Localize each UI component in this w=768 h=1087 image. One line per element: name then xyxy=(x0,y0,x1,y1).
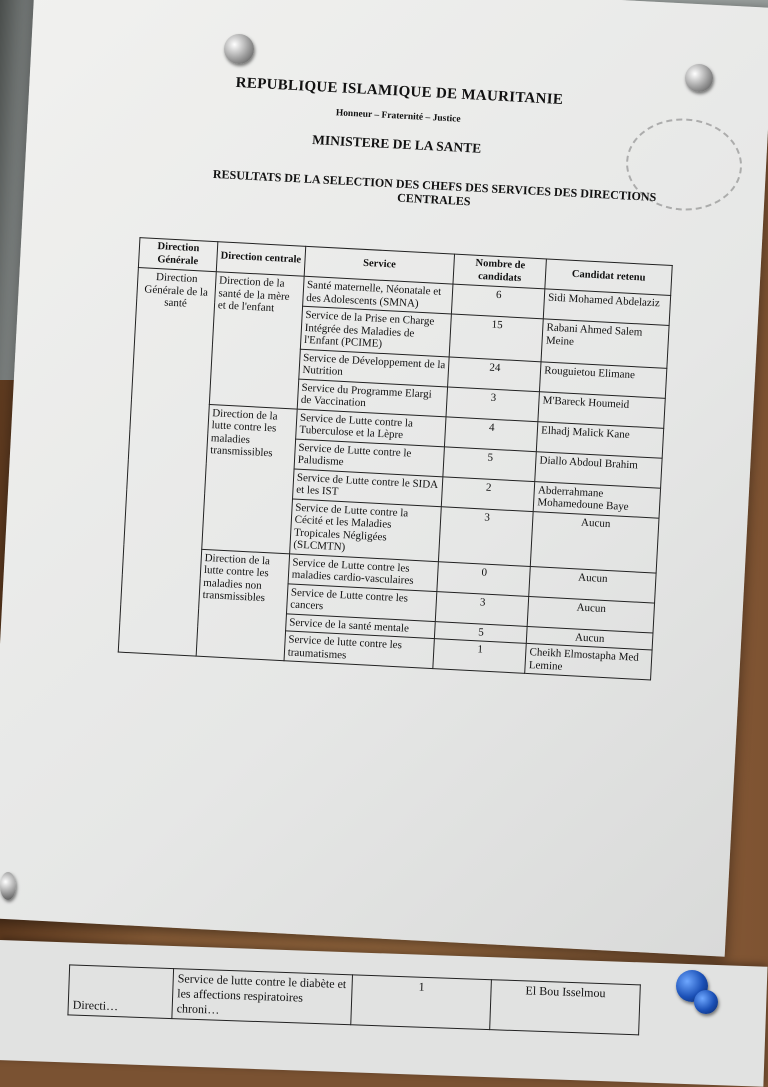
retained-candidate-cell: Cheikh Elmostapha Med Lemine xyxy=(525,643,652,680)
candidate-count-cell: 1 xyxy=(351,975,492,1030)
document-title: RESULTATS DE LA SELECTION DES CHEFS DES SERVICES DES DIRECTIONS CENTRALES xyxy=(212,166,657,209)
candidate-count-cell: 6 xyxy=(452,284,545,319)
candidate-count-cell: 15 xyxy=(450,314,544,361)
retained-candidate-cell: Sidi Mohamed Abdelaziz xyxy=(543,289,670,326)
candidate-count-cell: 3 xyxy=(439,506,534,566)
direction-centrale-cell: Direction de la santé de la mère et de l'enfant xyxy=(209,272,304,409)
direction-centrale-cell: Directi… xyxy=(68,965,174,1019)
service-cell: Santé maternelle, Néonatale et des Adolescents (SMNA) xyxy=(302,276,453,314)
table-row xyxy=(68,965,640,1035)
second-page-table xyxy=(67,964,640,1035)
blue-pushpin xyxy=(694,990,718,1014)
service-cell: Service de Lutte contre les maladies cardio-vasculaires xyxy=(288,553,439,591)
pushpin xyxy=(685,64,713,92)
retained-candidate-cell: Diallo Abdoul Brahim xyxy=(535,451,662,488)
retained-candidate-cell: Aucun xyxy=(527,596,654,633)
retained-candidate-cell: El Bou Isselmou xyxy=(490,980,641,1035)
retained-candidate-cell: M'Bareck Houmeid xyxy=(538,391,665,428)
retained-candidate-cell: Rabani Ahmed Salem Meine xyxy=(541,319,669,368)
candidate-count-cell: 3 xyxy=(446,386,539,421)
col-header-nombre-candidats: Nombre de candidats xyxy=(453,254,546,289)
retained-candidate-cell: Abderrahmane Mohamedoune Baye xyxy=(533,481,660,518)
service-cell: Service de Lutte contre le SIDA et les IST xyxy=(292,468,443,506)
pushpin xyxy=(0,872,16,900)
service-cell: Service de Lutte contre le Paludisme xyxy=(294,439,445,477)
candidate-count-cell: 1 xyxy=(433,639,526,674)
col-header-service: Service xyxy=(304,246,455,284)
direction-centrale-cell: Direction de la lutte contre les maladies non transmissibles xyxy=(196,549,289,661)
col-header-candidat-retenu: Candidat retenu xyxy=(545,259,672,296)
service-cell: Service du Programme Elargi de Vaccination xyxy=(297,379,448,417)
service-cell: Service de Développement de la Nutrition xyxy=(299,349,450,387)
retained-candidate-cell: Aucun xyxy=(531,511,659,573)
retained-candidate-cell: Aucun xyxy=(529,566,656,603)
candidate-count-cell: 2 xyxy=(442,476,535,511)
candidate-count-cell: 24 xyxy=(448,356,541,391)
service-cell: Service de la Prise en Charge Intégrée des Maladies de l'Enfant (PCIME) xyxy=(300,306,452,356)
service-cell: Service de lutte contre les traumatismes xyxy=(284,631,435,669)
national-motto: Honneur – Fraternité – Justice xyxy=(335,108,461,125)
retained-candidate-cell: Rouguietou Elimane xyxy=(540,361,667,398)
service-cell: Service de Lutte contre la Cécité et les Maladies Tropicales Négligées (SLCMTN) xyxy=(289,498,441,561)
candidate-count-cell: 4 xyxy=(445,416,538,451)
candidate-count-cell: 3 xyxy=(436,591,529,626)
direction-centrale-cell: Direction de la lutte contre les maladies transmissibles xyxy=(202,404,297,553)
col-header-direction-centrale: Direction centrale xyxy=(216,242,305,277)
service-cell: Service de la santé mentale xyxy=(285,613,435,638)
direction-generale-cell: Direction Générale de la santé xyxy=(118,268,216,657)
service-cell: Service de lutte contre le diabète et les affections respiratoires chroni… xyxy=(172,969,353,1025)
col-header-direction-generale: Direction Générale xyxy=(138,238,217,272)
candidate-count-cell: 5 xyxy=(435,621,528,643)
candidate-count-cell: 0 xyxy=(437,561,530,596)
pushpin xyxy=(224,34,254,64)
retained-candidate-cell: Elhadj Malick Kane xyxy=(537,421,664,458)
candidate-count-cell: 5 xyxy=(443,446,536,481)
ministry-heading: MINISTERE DE LA SANTE xyxy=(311,132,482,156)
retained-candidate-cell: Aucun xyxy=(526,626,653,650)
country-heading: REPUBLIQUE ISLAMIQUE DE MAURITANIE xyxy=(235,74,564,109)
results-table xyxy=(118,237,673,680)
second-page xyxy=(0,940,768,1087)
service-cell: Service de Lutte contre la Tuberculose et la Lèpre xyxy=(295,409,446,447)
service-cell: Service de Lutte contre les cancers xyxy=(286,583,437,621)
